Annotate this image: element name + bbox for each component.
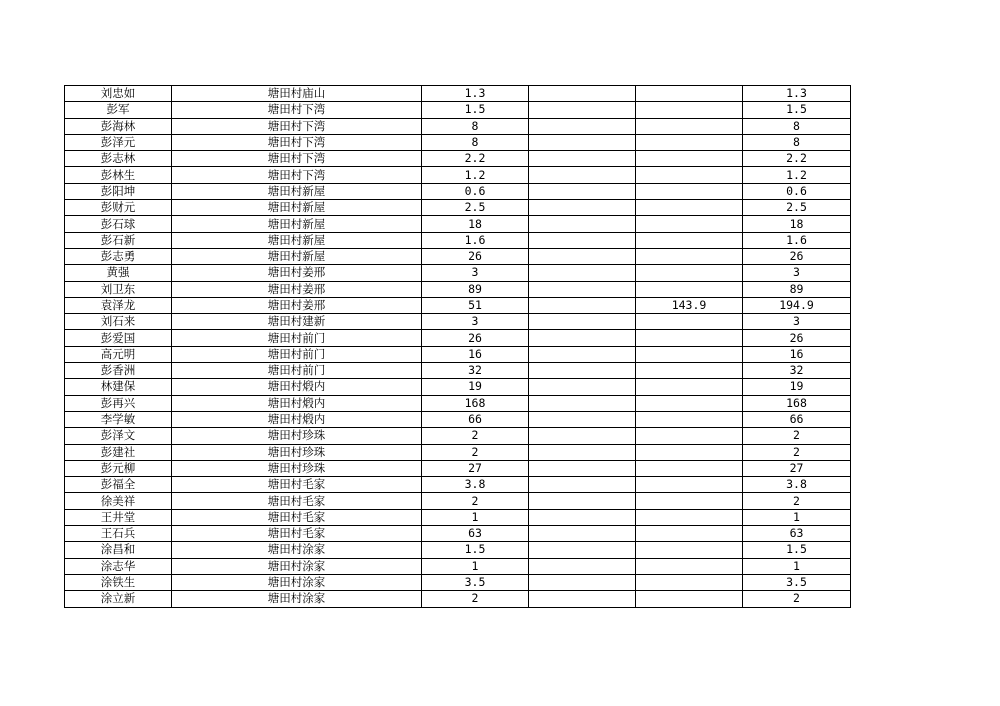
extra-cell xyxy=(529,558,636,574)
amount-cell: 168 xyxy=(422,395,529,411)
location-cell: 塘田村涂家 xyxy=(172,558,422,574)
additional-cell xyxy=(636,379,743,395)
extra-cell xyxy=(529,330,636,346)
extra-cell xyxy=(529,183,636,199)
amount-cell: 1 xyxy=(422,509,529,525)
table-row xyxy=(65,411,851,427)
name-cell: 彭志勇 xyxy=(65,248,172,264)
table-body xyxy=(65,86,851,608)
location-cell: 塘田村新屋 xyxy=(172,248,422,264)
total-cell: 1.5 xyxy=(743,102,851,118)
additional-cell xyxy=(636,591,743,607)
name-cell: 王石兵 xyxy=(65,526,172,542)
amount-cell: 2.2 xyxy=(422,151,529,167)
additional-cell xyxy=(636,411,743,427)
name-cell: 彭泽文 xyxy=(65,428,172,444)
name-cell: 彭石球 xyxy=(65,216,172,232)
location-cell: 塘田村建新 xyxy=(172,314,422,330)
extra-cell xyxy=(529,200,636,216)
extra-cell xyxy=(529,444,636,460)
name-cell: 彭香洲 xyxy=(65,363,172,379)
name-cell: 彭财元 xyxy=(65,200,172,216)
amount-cell: 1.5 xyxy=(422,102,529,118)
name-cell: 涂志华 xyxy=(65,558,172,574)
total-cell: 89 xyxy=(743,281,851,297)
table-row xyxy=(65,118,851,134)
total-cell: 19 xyxy=(743,379,851,395)
amount-cell: 2 xyxy=(422,428,529,444)
additional-cell xyxy=(636,558,743,574)
name-cell: 彭建社 xyxy=(65,444,172,460)
name-cell: 涂昌和 xyxy=(65,542,172,558)
location-cell: 塘田村珍珠 xyxy=(172,428,422,444)
total-cell: 2 xyxy=(743,493,851,509)
table-row xyxy=(65,509,851,525)
additional-cell xyxy=(636,428,743,444)
name-cell: 彭再兴 xyxy=(65,395,172,411)
location-cell: 塘田村涂家 xyxy=(172,542,422,558)
location-cell: 塘田村新屋 xyxy=(172,232,422,248)
total-cell: 3.8 xyxy=(743,477,851,493)
name-cell: 彭军 xyxy=(65,102,172,118)
amount-cell: 51 xyxy=(422,297,529,313)
location-cell: 塘田村下湾 xyxy=(172,151,422,167)
location-cell: 塘田村姜邢 xyxy=(172,281,422,297)
extra-cell xyxy=(529,167,636,183)
location-cell: 塘田村下湾 xyxy=(172,118,422,134)
extra-cell xyxy=(529,134,636,150)
additional-cell xyxy=(636,248,743,264)
amount-cell: 26 xyxy=(422,248,529,264)
table-row xyxy=(65,428,851,444)
location-cell: 塘田村新屋 xyxy=(172,216,422,232)
total-cell: 168 xyxy=(743,395,851,411)
location-cell: 塘田村珍珠 xyxy=(172,460,422,476)
name-cell: 王井堂 xyxy=(65,509,172,525)
additional-cell xyxy=(636,493,743,509)
amount-cell: 8 xyxy=(422,134,529,150)
additional-cell xyxy=(636,444,743,460)
table-row xyxy=(65,151,851,167)
amount-cell: 0.6 xyxy=(422,183,529,199)
name-cell: 彭阳坤 xyxy=(65,183,172,199)
additional-cell xyxy=(636,118,743,134)
table-row xyxy=(65,86,851,102)
amount-cell: 66 xyxy=(422,411,529,427)
name-cell: 刘忠如 xyxy=(65,86,172,102)
extra-cell xyxy=(529,118,636,134)
total-cell: 1.5 xyxy=(743,542,851,558)
amount-cell: 1.6 xyxy=(422,232,529,248)
table-row xyxy=(65,493,851,509)
table-row xyxy=(65,232,851,248)
total-cell: 66 xyxy=(743,411,851,427)
extra-cell xyxy=(529,346,636,362)
extra-cell xyxy=(529,428,636,444)
amount-cell: 1.5 xyxy=(422,542,529,558)
table-row xyxy=(65,314,851,330)
table-row xyxy=(65,200,851,216)
table-row xyxy=(65,591,851,607)
name-cell: 高元明 xyxy=(65,346,172,362)
extra-cell xyxy=(529,460,636,476)
additional-cell xyxy=(636,281,743,297)
additional-cell xyxy=(636,477,743,493)
extra-cell xyxy=(529,232,636,248)
total-cell: 2.5 xyxy=(743,200,851,216)
amount-cell: 26 xyxy=(422,330,529,346)
name-cell: 袁泽龙 xyxy=(65,297,172,313)
additional-cell xyxy=(636,167,743,183)
name-cell: 刘卫东 xyxy=(65,281,172,297)
additional-cell xyxy=(636,232,743,248)
total-cell: 8 xyxy=(743,134,851,150)
total-cell: 16 xyxy=(743,346,851,362)
location-cell: 塘田村毛家 xyxy=(172,493,422,509)
location-cell: 塘田村前门 xyxy=(172,363,422,379)
extra-cell xyxy=(529,493,636,509)
total-cell: 1 xyxy=(743,509,851,525)
location-cell: 塘田村毛家 xyxy=(172,509,422,525)
name-cell: 涂铁生 xyxy=(65,574,172,590)
location-cell: 塘田村姜邢 xyxy=(172,297,422,313)
table-row xyxy=(65,444,851,460)
extra-cell xyxy=(529,151,636,167)
table-row xyxy=(65,542,851,558)
name-cell: 彭元柳 xyxy=(65,460,172,476)
location-cell: 塘田村下湾 xyxy=(172,167,422,183)
name-cell: 林建保 xyxy=(65,379,172,395)
total-cell: 32 xyxy=(743,363,851,379)
additional-cell xyxy=(636,216,743,232)
table-row xyxy=(65,395,851,411)
name-cell: 黄强 xyxy=(65,265,172,281)
extra-cell xyxy=(529,265,636,281)
name-cell: 彭林生 xyxy=(65,167,172,183)
table-row xyxy=(65,102,851,118)
amount-cell: 3.8 xyxy=(422,477,529,493)
extra-cell xyxy=(529,297,636,313)
amount-cell: 27 xyxy=(422,460,529,476)
amount-cell: 2 xyxy=(422,591,529,607)
location-cell: 塘田村涂家 xyxy=(172,591,422,607)
table-row xyxy=(65,477,851,493)
extra-cell xyxy=(529,379,636,395)
additional-cell xyxy=(636,314,743,330)
extra-cell xyxy=(529,574,636,590)
name-cell: 彭海林 xyxy=(65,118,172,134)
location-cell: 塘田村下湾 xyxy=(172,102,422,118)
amount-cell: 32 xyxy=(422,363,529,379)
name-cell: 彭爱国 xyxy=(65,330,172,346)
total-cell: 2.2 xyxy=(743,151,851,167)
amount-cell: 1.3 xyxy=(422,86,529,102)
location-cell: 塘田村前门 xyxy=(172,346,422,362)
name-cell: 彭志林 xyxy=(65,151,172,167)
location-cell: 塘田村前门 xyxy=(172,330,422,346)
additional-cell xyxy=(636,265,743,281)
location-cell: 塘田村新屋 xyxy=(172,183,422,199)
amount-cell: 8 xyxy=(422,118,529,134)
location-cell: 塘田村姜邢 xyxy=(172,265,422,281)
total-cell: 3.5 xyxy=(743,574,851,590)
name-cell: 李学敏 xyxy=(65,411,172,427)
location-cell: 塘田村毛家 xyxy=(172,526,422,542)
amount-cell: 1.2 xyxy=(422,167,529,183)
name-cell: 彭福全 xyxy=(65,477,172,493)
table-row xyxy=(65,134,851,150)
extra-cell xyxy=(529,102,636,118)
extra-cell xyxy=(529,542,636,558)
total-cell: 3 xyxy=(743,265,851,281)
table-row xyxy=(65,574,851,590)
table-row xyxy=(65,281,851,297)
additional-cell xyxy=(636,200,743,216)
location-cell: 塘田村下湾 xyxy=(172,134,422,150)
location-cell: 塘田村珍珠 xyxy=(172,444,422,460)
extra-cell xyxy=(529,395,636,411)
total-cell: 63 xyxy=(743,526,851,542)
additional-cell xyxy=(636,102,743,118)
additional-cell xyxy=(636,460,743,476)
total-cell: 1.3 xyxy=(743,86,851,102)
extra-cell xyxy=(529,477,636,493)
total-cell: 1.2 xyxy=(743,167,851,183)
location-cell: 塘田村庙山 xyxy=(172,86,422,102)
extra-cell xyxy=(529,314,636,330)
total-cell: 3 xyxy=(743,314,851,330)
additional-cell: 143.9 xyxy=(636,297,743,313)
name-cell: 彭石新 xyxy=(65,232,172,248)
amount-cell: 18 xyxy=(422,216,529,232)
additional-cell xyxy=(636,183,743,199)
total-cell: 26 xyxy=(743,248,851,264)
extra-cell xyxy=(529,411,636,427)
additional-cell xyxy=(636,526,743,542)
amount-cell: 2 xyxy=(422,493,529,509)
location-cell: 塘田村煅内 xyxy=(172,379,422,395)
total-cell: 0.6 xyxy=(743,183,851,199)
amount-cell: 3 xyxy=(422,265,529,281)
table-row xyxy=(65,167,851,183)
extra-cell xyxy=(529,591,636,607)
amount-cell: 3 xyxy=(422,314,529,330)
data-table xyxy=(64,85,851,608)
additional-cell xyxy=(636,509,743,525)
table-row xyxy=(65,330,851,346)
additional-cell xyxy=(636,395,743,411)
extra-cell xyxy=(529,248,636,264)
table-row xyxy=(65,216,851,232)
total-cell: 194.9 xyxy=(743,297,851,313)
table-row xyxy=(65,379,851,395)
total-cell: 1 xyxy=(743,558,851,574)
amount-cell: 89 xyxy=(422,281,529,297)
extra-cell xyxy=(529,509,636,525)
amount-cell: 2 xyxy=(422,444,529,460)
total-cell: 2 xyxy=(743,428,851,444)
amount-cell: 63 xyxy=(422,526,529,542)
total-cell: 18 xyxy=(743,216,851,232)
name-cell: 涂立新 xyxy=(65,591,172,607)
location-cell: 塘田村涂家 xyxy=(172,574,422,590)
location-cell: 塘田村新屋 xyxy=(172,200,422,216)
additional-cell xyxy=(636,542,743,558)
amount-cell: 16 xyxy=(422,346,529,362)
table-row xyxy=(65,346,851,362)
table-row xyxy=(65,183,851,199)
total-cell: 2 xyxy=(743,444,851,460)
name-cell: 徐美祥 xyxy=(65,493,172,509)
location-cell: 塘田村煅内 xyxy=(172,395,422,411)
amount-cell: 2.5 xyxy=(422,200,529,216)
table-row xyxy=(65,248,851,264)
table-row xyxy=(65,265,851,281)
extra-cell xyxy=(529,216,636,232)
location-cell: 塘田村煅内 xyxy=(172,411,422,427)
additional-cell xyxy=(636,363,743,379)
table-row xyxy=(65,526,851,542)
extra-cell xyxy=(529,281,636,297)
amount-cell: 3.5 xyxy=(422,574,529,590)
additional-cell xyxy=(636,574,743,590)
table-row xyxy=(65,297,851,313)
name-cell: 彭泽元 xyxy=(65,134,172,150)
extra-cell xyxy=(529,363,636,379)
table-row xyxy=(65,558,851,574)
total-cell: 2 xyxy=(743,591,851,607)
total-cell: 26 xyxy=(743,330,851,346)
total-cell: 8 xyxy=(743,118,851,134)
extra-cell xyxy=(529,526,636,542)
total-cell: 1.6 xyxy=(743,232,851,248)
name-cell: 刘石来 xyxy=(65,314,172,330)
additional-cell xyxy=(636,86,743,102)
additional-cell xyxy=(636,134,743,150)
additional-cell xyxy=(636,330,743,346)
additional-cell xyxy=(636,151,743,167)
location-cell: 塘田村毛家 xyxy=(172,477,422,493)
additional-cell xyxy=(636,346,743,362)
extra-cell xyxy=(529,86,636,102)
amount-cell: 19 xyxy=(422,379,529,395)
table-row xyxy=(65,363,851,379)
total-cell: 27 xyxy=(743,460,851,476)
table-row xyxy=(65,460,851,476)
amount-cell: 1 xyxy=(422,558,529,574)
